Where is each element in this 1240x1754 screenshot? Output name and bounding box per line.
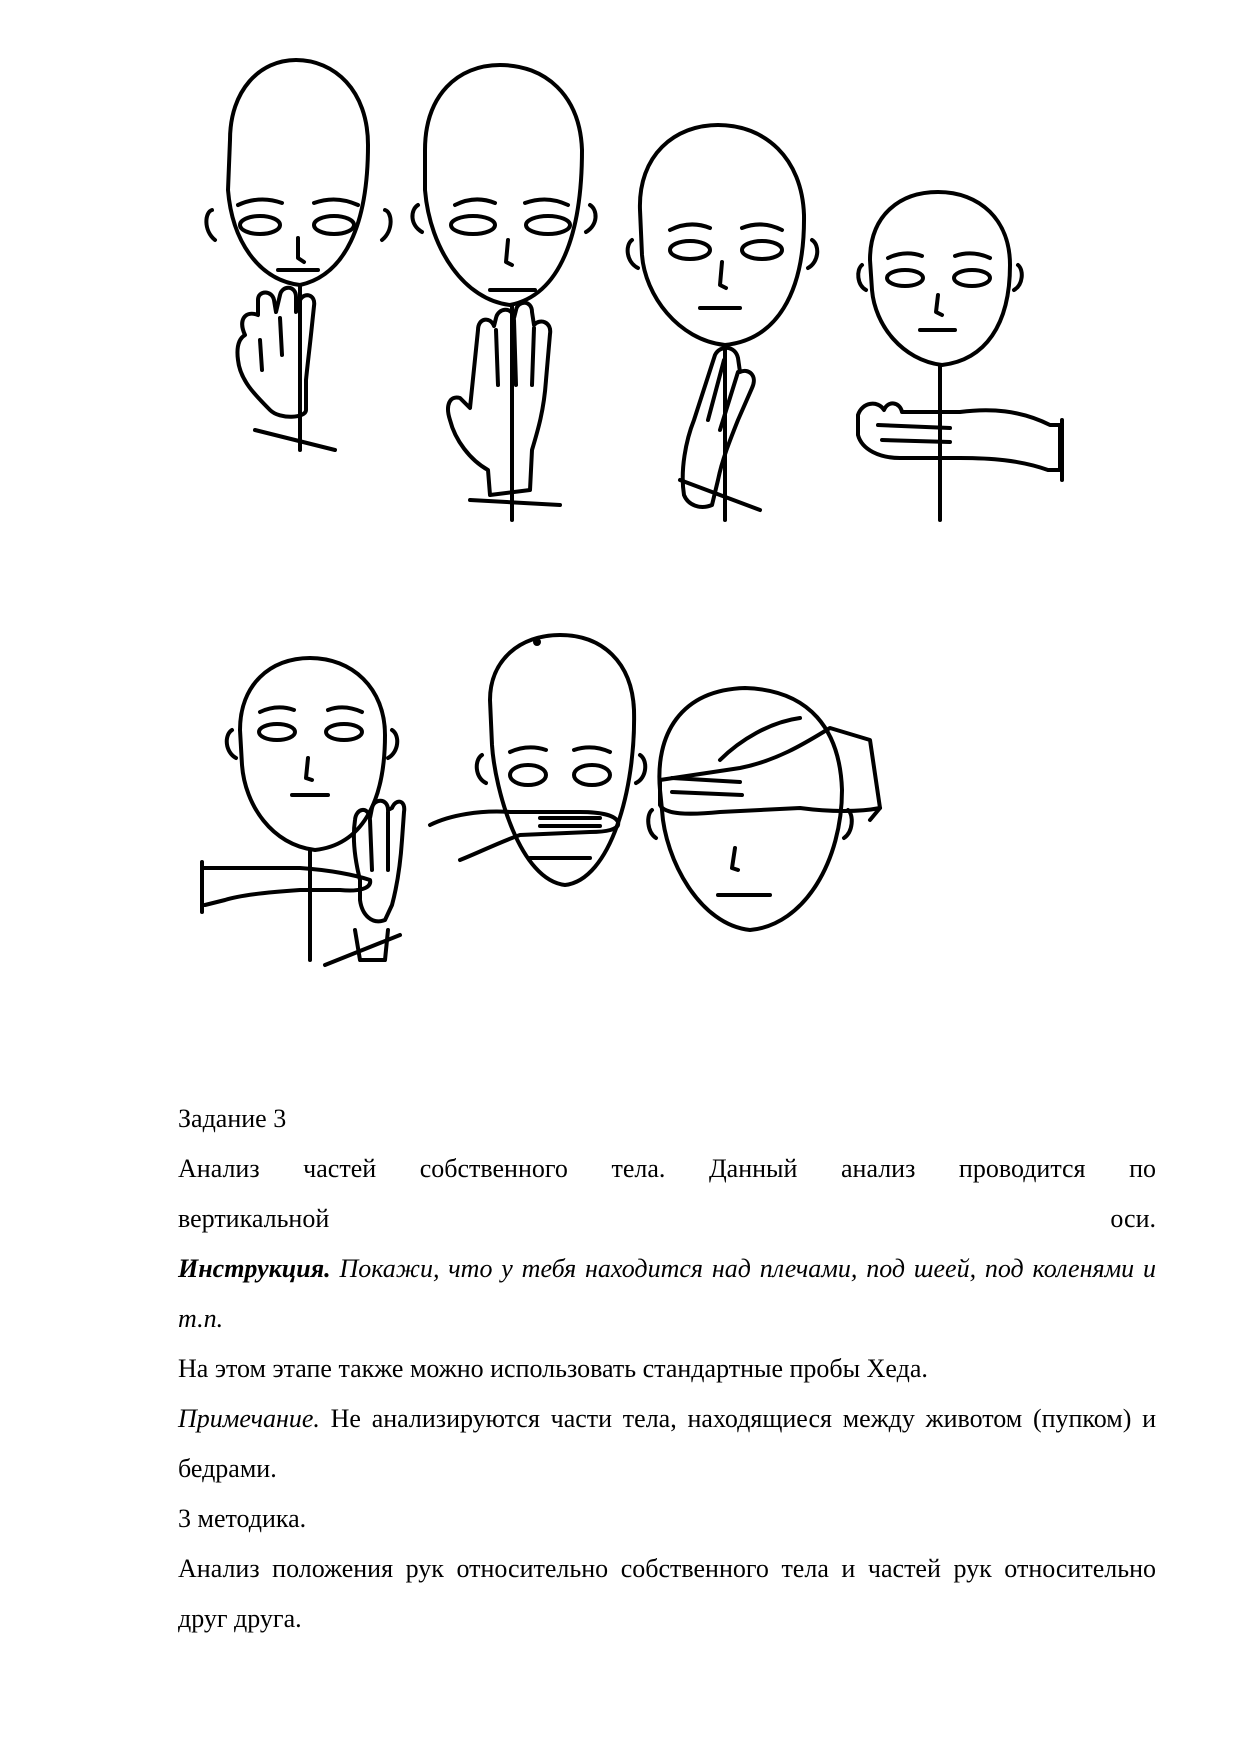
- figure-palm-edge: [628, 125, 818, 520]
- note-label: Примечание.: [178, 1404, 320, 1433]
- method-title: 3 методика.: [178, 1504, 307, 1533]
- paragraph-analysis-line1: Анализ частей собственного тела. Данный анализ проводится по: [178, 1154, 1156, 1183]
- figure-hand-under-nose: [430, 635, 645, 885]
- figure-palm-raised: [412, 65, 595, 520]
- task-text-block: [178, 1094, 1156, 1644]
- figure-hand-over-eyes: [648, 688, 880, 930]
- figure-palm-and-pointing-hand: [202, 658, 404, 965]
- head-probes-paragraph: На этом этапе также можно использовать стандартные пробы Хеда.: [178, 1354, 928, 1383]
- note-text: Не анализируются части тела, находящиеся между животом (пупком) и бедрами.: [178, 1404, 1157, 1483]
- figure-hand-horizontal: [858, 192, 1062, 520]
- instruction-label: Инструкция.: [178, 1254, 331, 1283]
- method-description: Анализ положения рук относительно собственного тела и частей рук относительно друг друга.: [178, 1554, 1156, 1633]
- note-paragraph: [178, 1394, 1156, 1494]
- figure-hand-under-chin: [206, 60, 390, 450]
- instruction-paragraph: [178, 1244, 1156, 1344]
- paragraph-analysis-line2: вертикальной оси.: [178, 1204, 1156, 1233]
- task-title: Задание 3: [178, 1104, 287, 1133]
- instruction-text: Покажи, что у тебя находится над плечами, под шеей, под коленями и т.п.: [178, 1254, 1157, 1333]
